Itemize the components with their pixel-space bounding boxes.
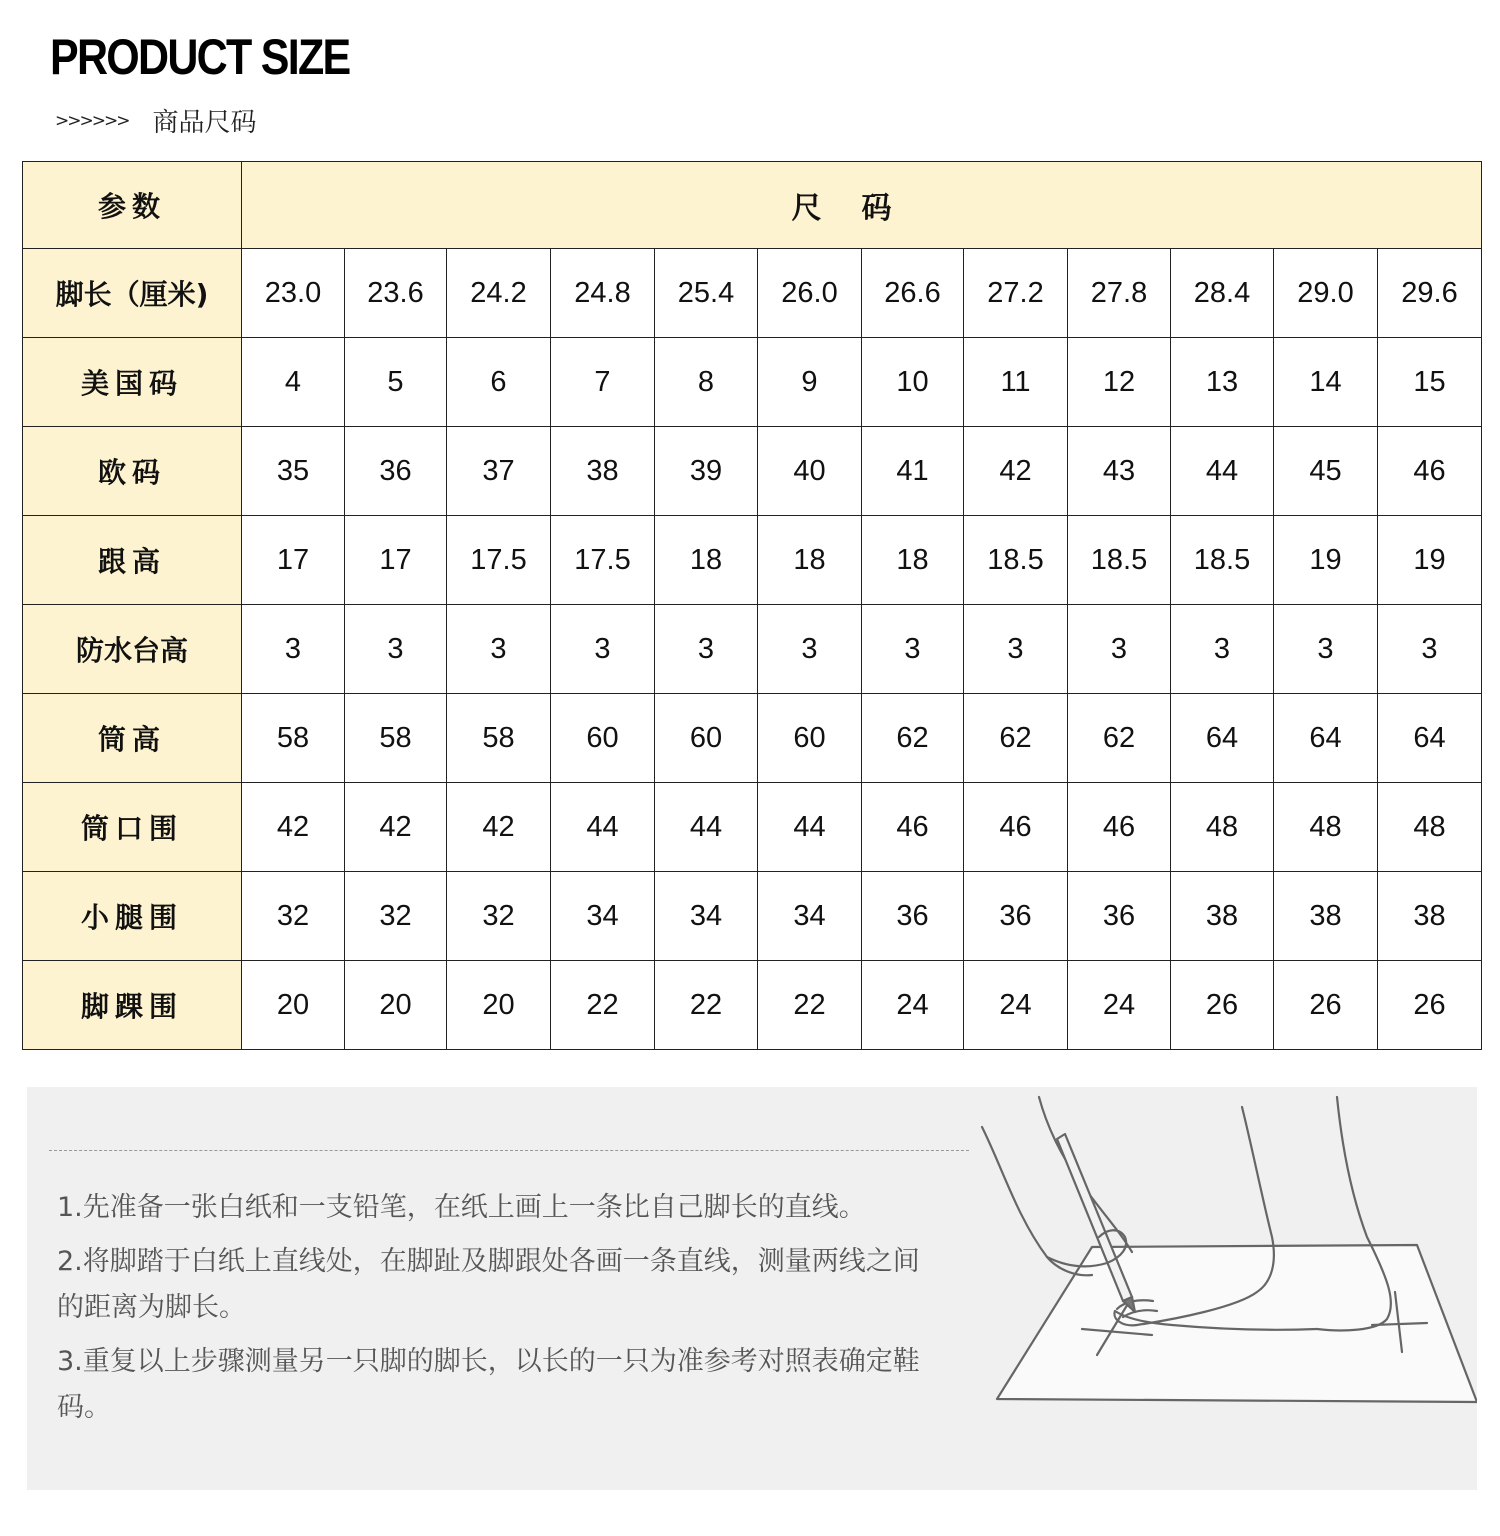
size-cell: 26: [1378, 961, 1482, 1050]
size-cell: 46: [1068, 783, 1171, 872]
table-row: [23, 961, 1482, 1050]
measurement-steps: [57, 1185, 937, 1439]
size-cell: 29.6: [1378, 249, 1482, 338]
size-cell: 17.5: [551, 516, 655, 605]
table-row: [23, 249, 1482, 338]
size-cell: 58: [242, 694, 345, 783]
row-label: 脚长（厘米): [23, 249, 242, 338]
size-cell: 46: [964, 783, 1068, 872]
size-cell: 48: [1274, 783, 1378, 872]
size-cell: 41: [862, 427, 964, 516]
size-cell: 24: [1068, 961, 1171, 1050]
table-row: [23, 516, 1482, 605]
size-cell: 43: [1068, 427, 1171, 516]
size-cell: 19: [1378, 516, 1482, 605]
size-cell: 34: [655, 872, 758, 961]
size-cell: 3: [345, 605, 447, 694]
size-cell: 7: [551, 338, 655, 427]
size-cell: 60: [758, 694, 862, 783]
size-cell: 3: [447, 605, 551, 694]
size-cell: 40: [758, 427, 862, 516]
size-cell: 11: [964, 338, 1068, 427]
size-cell: 42: [242, 783, 345, 872]
size-cell: 3: [758, 605, 862, 694]
size-cell: 36: [964, 872, 1068, 961]
size-cell: 3: [1068, 605, 1171, 694]
size-cell: 27.2: [964, 249, 1068, 338]
size-cell: 20: [447, 961, 551, 1050]
size-cell: 45: [1274, 427, 1378, 516]
size-cell: 3: [862, 605, 964, 694]
size-cell: 32: [242, 872, 345, 961]
size-cell: 15: [1378, 338, 1482, 427]
size-cell: 3: [242, 605, 345, 694]
size-cell: 36: [345, 427, 447, 516]
size-cell: 48: [1171, 783, 1274, 872]
size-cell: 14: [1274, 338, 1378, 427]
size-cell: 23.0: [242, 249, 345, 338]
size-cell: 64: [1274, 694, 1378, 783]
row-label: 筒高: [23, 694, 242, 783]
size-cell: 48: [1378, 783, 1482, 872]
table-row: [23, 783, 1482, 872]
chevrons-icon: >>>>>>: [55, 110, 129, 131]
measurement-guide: [27, 1087, 1477, 1490]
size-cell: 22: [758, 961, 862, 1050]
step-1: 1.先准备一张白纸和一支铅笔，在纸上画上一条比自己脚长的直线。: [57, 1192, 866, 1223]
size-cell: 22: [655, 961, 758, 1050]
size-cell: 38: [551, 427, 655, 516]
size-cell: 10: [862, 338, 964, 427]
row-label: 脚踝围: [23, 961, 242, 1050]
size-cell: 6: [447, 338, 551, 427]
size-cell: 3: [1274, 605, 1378, 694]
size-cell: 27.8: [1068, 249, 1171, 338]
size-cell: 62: [862, 694, 964, 783]
size-cell: 42: [447, 783, 551, 872]
size-cell: 38: [1274, 872, 1378, 961]
size-cell: 8: [655, 338, 758, 427]
size-cell: 3: [551, 605, 655, 694]
size-cell: 32: [345, 872, 447, 961]
row-label: 欧码: [23, 427, 242, 516]
size-cell: 24.2: [447, 249, 551, 338]
size-cell: 3: [1378, 605, 1482, 694]
size-cell: 36: [862, 872, 964, 961]
size-cell: 28.4: [1171, 249, 1274, 338]
step-2: 2.将脚踏于白纸上直线处，在脚趾及脚跟处各画一条直线，测量两线之间的距离为脚长。: [57, 1246, 920, 1323]
size-cell: 18.5: [1068, 516, 1171, 605]
size-cell: 26: [1171, 961, 1274, 1050]
size-cell: 26.6: [862, 249, 964, 338]
row-label: 美国码: [23, 338, 242, 427]
size-cell: 46: [862, 783, 964, 872]
step-3: 3.重复以上步骤测量另一只脚的脚长，以长的一只为准参考对照表确定鞋码。: [57, 1346, 920, 1423]
size-cell: 24: [862, 961, 964, 1050]
size-cell: 5: [345, 338, 447, 427]
size-cell: 17.5: [447, 516, 551, 605]
row-label: 防水台高: [23, 605, 242, 694]
size-cell: 18.5: [1171, 516, 1274, 605]
size-cell: 17: [242, 516, 345, 605]
size-cell: 62: [1068, 694, 1171, 783]
size-cell: 44: [1171, 427, 1274, 516]
size-cell: 64: [1378, 694, 1482, 783]
size-cell: 24.8: [551, 249, 655, 338]
row-label: 筒口围: [23, 783, 242, 872]
size-cell: 37: [447, 427, 551, 516]
size-cell: 20: [242, 961, 345, 1050]
page-title: PRODUCT SIZE: [50, 29, 350, 85]
size-cell: 60: [655, 694, 758, 783]
size-cell: 9: [758, 338, 862, 427]
size-header: 尺码: [242, 162, 1482, 249]
size-cell: 22: [551, 961, 655, 1050]
size-cell: 58: [447, 694, 551, 783]
size-cell: 26.0: [758, 249, 862, 338]
size-cell: 32: [447, 872, 551, 961]
size-cell: 24: [964, 961, 1068, 1050]
size-cell: 18: [655, 516, 758, 605]
size-cell: 64: [1171, 694, 1274, 783]
size-cell: 4: [242, 338, 345, 427]
size-cell: 36: [1068, 872, 1171, 961]
size-cell: 35: [242, 427, 345, 516]
table-row: [23, 338, 1482, 427]
size-cell: 3: [1171, 605, 1274, 694]
size-cell: 12: [1068, 338, 1171, 427]
size-cell: 19: [1274, 516, 1378, 605]
size-cell: 42: [345, 783, 447, 872]
corner-label: 参数: [23, 162, 242, 249]
size-cell: 44: [551, 783, 655, 872]
subtitle-text: 商品尺码: [152, 108, 257, 138]
size-cell: 39: [655, 427, 758, 516]
table-row: [23, 427, 1482, 516]
size-cell: 38: [1171, 872, 1274, 961]
dashed-divider: [49, 1150, 969, 1151]
size-cell: 34: [758, 872, 862, 961]
table-row: [23, 872, 1482, 961]
size-cell: 18.5: [964, 516, 1068, 605]
size-cell: 29.0: [1274, 249, 1378, 338]
size-cell: 18: [862, 516, 964, 605]
row-label: 小腿围: [23, 872, 242, 961]
size-cell: 25.4: [655, 249, 758, 338]
size-cell: 26: [1274, 961, 1378, 1050]
row-label: 跟高: [23, 516, 242, 605]
size-cell: 58: [345, 694, 447, 783]
size-cell: 18: [758, 516, 862, 605]
table-header-row: [23, 162, 1482, 249]
size-cell: 13: [1171, 338, 1274, 427]
size-cell: 23.6: [345, 249, 447, 338]
foot-measurement-icon: [947, 1087, 1477, 1490]
size-cell: 46: [1378, 427, 1482, 516]
section-subtitle: [55, 102, 256, 139]
size-cell: 44: [758, 783, 862, 872]
size-cell: 20: [345, 961, 447, 1050]
size-cell: 62: [964, 694, 1068, 783]
size-cell: 60: [551, 694, 655, 783]
table-row: [23, 694, 1482, 783]
size-cell: 3: [655, 605, 758, 694]
table-row: [23, 605, 1482, 694]
size-cell: 17: [345, 516, 447, 605]
size-table: [22, 161, 1482, 1050]
size-cell: 42: [964, 427, 1068, 516]
size-cell: 3: [964, 605, 1068, 694]
size-cell: 34: [551, 872, 655, 961]
size-cell: 44: [655, 783, 758, 872]
size-cell: 38: [1378, 872, 1482, 961]
